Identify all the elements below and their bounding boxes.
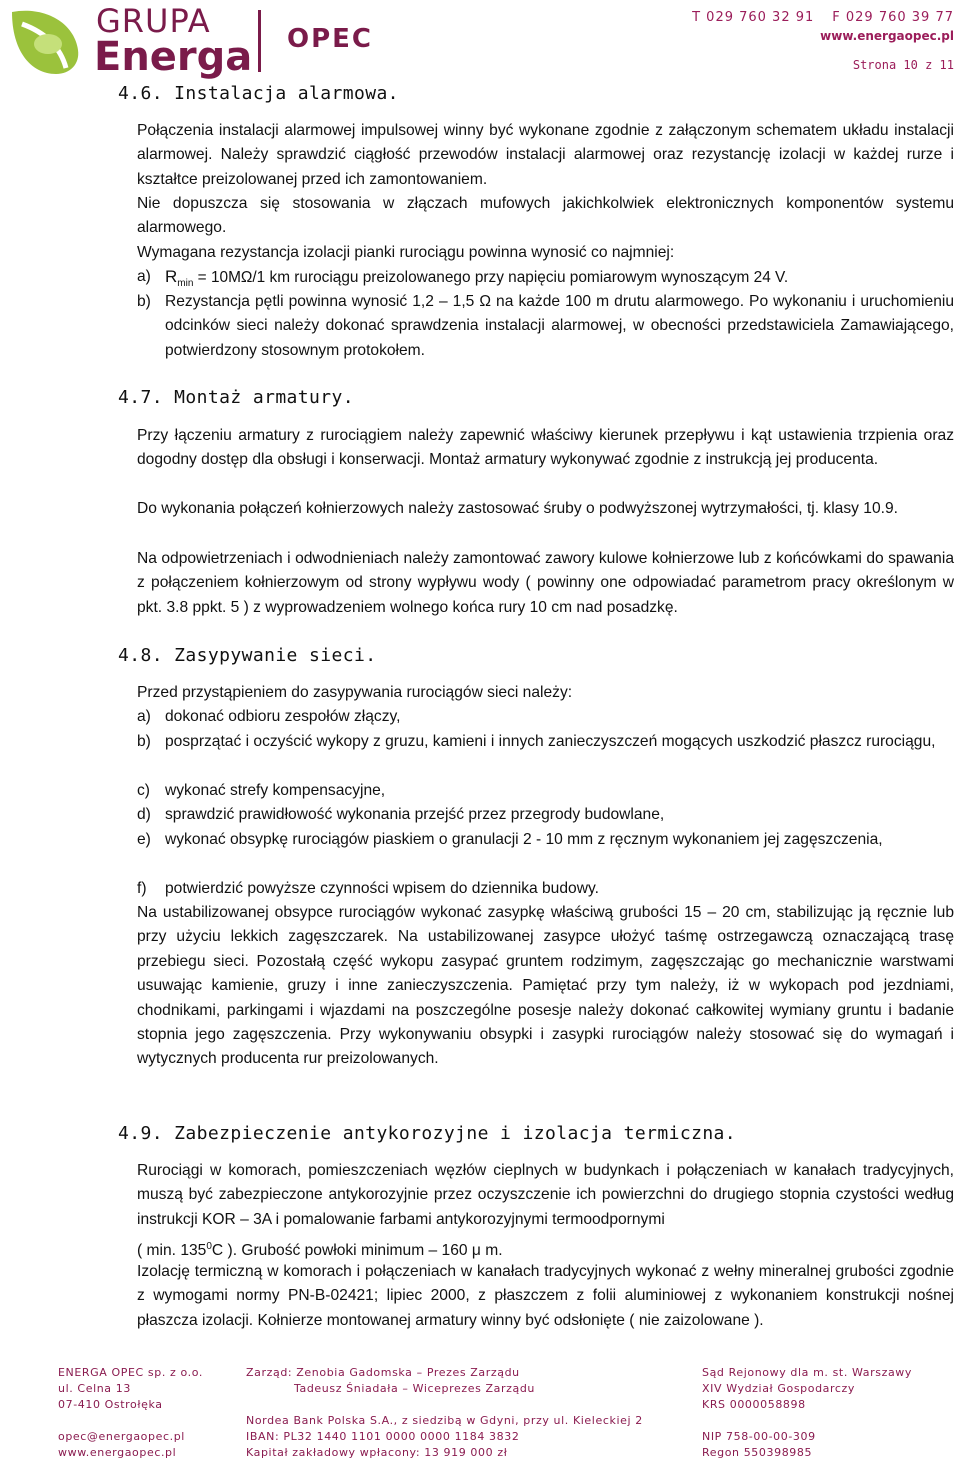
- list-label: b): [137, 733, 151, 750]
- s48-item-b: [137, 730, 954, 754]
- s46-paragraph-3: Wymagana rezystancja izolacji pianki rurociągu powinna wynosić co najmniej:: [137, 244, 675, 261]
- phone-number: T 029 760 32 91: [692, 10, 815, 25]
- footer-bank: Nordea Bank Polska S.A., z siedzibą w Gdyni, przy ul. Kieleckiej 2: [246, 1414, 643, 1427]
- section-4-6-title: 4.6. Instalacja alarmowa.: [118, 83, 399, 104]
- s48-item-f: [137, 877, 954, 901]
- footer-company: [58, 1365, 258, 1461]
- s48-intro: Przed przystąpieniem do zasypywania rurociągów sieci należy:: [137, 684, 573, 701]
- footer-website-link[interactable]: www.energaopec.pl: [58, 1446, 177, 1459]
- s48-item-a: [137, 705, 954, 729]
- r-subscript: min: [177, 278, 194, 290]
- footer-regon: Regon 550398985: [702, 1446, 813, 1459]
- footer-board-vice: Tadeusz Śniadała – Wiceprezes Zarządu: [294, 1382, 535, 1395]
- list-label: a): [137, 708, 151, 725]
- logo-opec-text: OPEC: [287, 24, 373, 54]
- footer-email-link[interactable]: opec@energaopec.pl: [58, 1430, 185, 1443]
- list-label: b): [137, 293, 151, 310]
- s47-paragraph-1: Przy łączeniu armatury z rurociągiem należy zapewnić właściwy kierunek przepływu i kąt ustawienia trzpienia oraz dogodny dostęp dla obsługi i konserwacji. Montaż armatury wykonywać zgodnie z instrukcją jej producenta.: [137, 427, 954, 469]
- footer-iban: IBAN: PL32 1440 1101 0000 0000 1184 3832: [246, 1430, 520, 1443]
- footer-capital: Kapitał zakładowy wpłacony: 13 919 000 zł: [246, 1446, 508, 1459]
- list-label: c): [137, 782, 150, 799]
- degree-superscript: 0: [206, 1241, 212, 1252]
- s49-temp-prefix: ( min. 135: [137, 1242, 207, 1260]
- footer-board: [246, 1365, 686, 1461]
- list-label: a): [137, 268, 151, 285]
- s49-temp-suffix: C ). Grubość powłoki minimum – 160 μ m.: [211, 1242, 503, 1260]
- s47-paragraph-2: Do wykonania połączeń kołnierzowych należy zastosować śruby o podwyższonej wytrzymałości, tj. klasy 10.9.: [137, 500, 898, 517]
- s49-paragraph-1a: Rurociągi w komorach, pomieszczeniach węzłów cieplnych w budynkach i połączeniach w kanałach tradycyjnych, muszą być zabezpieczone antykorozyjnie przez oczyszczenie ich powierzchni do drugiego stopnia czystości według instrukcji KOR – 3A i pomalowanie farbami antykorozyjnymi termoodpornymi: [137, 1162, 954, 1228]
- s49-paragraph-2: Izolację termiczną w komorach i połączeniach w kanałach tradycyjnych wykonać z wełny mineralnej grubości zgodnie z wymogami normy PN-B-02421; lipiec 2000, z płaszczem z folii aluminiowej z wykonaniem konstrukcji nośnej płaszcza izolacji. Kołnierze montowanej armatury winny być odsłonięte ( nie zaizolowane ).: [137, 1263, 954, 1329]
- s48-item-d: [137, 803, 954, 827]
- logo: [4, 2, 384, 80]
- list-item-text: dokonać odbioru zespołów złączy,: [165, 708, 401, 725]
- section-4-8-title: 4.8. Zasypywanie sieci.: [118, 645, 377, 666]
- s48-paragraph-2: Na ustabilizowanej obsypce rurociągów wykonać zasypkę właściwą grubości 15 – 20 cm, stabilizując ją ręcznie lub przy użyciu lekkich zagęszczarek. Na ustabilizowanej zasypce ułożyć taśmę ostrzegawczą oznaczającą trasę przebiegu sieci. Pozostałą część wykopu zasypać gruntem rodzimym, zagęszczając go mechanicznie warstwami usuwając kamienie, gruzy i inne zanieczyszczenia. Pamiętać przy tym należy, iż w wykopach pod jezdniami, chodnikami, parkingami i wjazdami na poszczególne posesje należy dokonać całkowitej wymiany gruntu i badanie stopnia jego zagęszczenia. Przy wykonywaniu obsypki i zasypki rurociągów należy stosować się do wymagań i wytycznych producenta rur preizolowanych.: [137, 904, 954, 1068]
- s46-paragraph-2: Nie dopuszcza się stosowania w złączach mufowych jakichkolwiek elektronicznych komponentów systemu alarmowego.: [137, 195, 954, 237]
- logo-grupa-text: GRUPA: [96, 2, 211, 40]
- s48-item-e: [137, 828, 954, 852]
- r-symbol: R: [165, 267, 178, 286]
- list-item-text: wykonać obsypkę rurociągów piaskiem o granulacji 2 - 10 mm z ręcznym wykonaniem jej zagęszczenia,: [165, 831, 883, 848]
- s46-item-b-text: Rezystancja pętli powinna wynosić 1,2 – 1,5 Ω na każde 100 m drutu alarmowego. Po wykonaniu i uruchomieniu odcinków sieci należy dokonać sprawdzenia instalacji alarmowej, w obecności przedstawiciela Zamawiającego, potwierdzony stosownym protokołem.: [165, 293, 954, 359]
- section-4-7-title: 4.7. Montaż armatury.: [118, 387, 354, 408]
- footer-street: ul. Celna 13: [58, 1382, 131, 1395]
- footer-nip: NIP 758-00-00-309: [702, 1430, 816, 1443]
- footer-department: XIV Wydział Gospodarczy: [702, 1382, 856, 1395]
- footer-court: Sąd Rejonowy dla m. st. Warszawy: [702, 1366, 913, 1379]
- fax-number: F 029 760 39 77: [832, 10, 954, 25]
- s48-item-c: [137, 779, 954, 803]
- s47-paragraph-3: Na odpowietrzeniach i odwodnieniach należy zamontować zawory kulowe kołnierzowe lub z końcówkami do spawania z połączeniem kołnierzowym od strony wypływu wody ( powinny one odpowiadać parametrom pracy określonym w pkt. 3.8 ppkt. 5 ) z wyprowadzeniem wolnego końca rury 10 cm nad posadzkę.: [137, 550, 954, 616]
- s46-paragraph-1: Połączenia instalacji alarmowej impulsowej winny być wykonane zgodnie z załączonym schematem układu instalacji alarmowej. Należy sprawdzić ciągłość przewodów instalacji alarmowej oraz rezystancję izolacji w każdej rurze i kształtce preizolowanej przed ich zamontowaniem.: [137, 122, 954, 188]
- list-item-text: wykonać strefy kompensacyjne,: [165, 782, 386, 799]
- list-item-text: posprzątać i oczyścić wykopy z gruzu, kamieni i innych zanieczyszczeń mogących uszkodzić płaszcz rurociągu,: [165, 733, 936, 750]
- logo-divider: [258, 10, 261, 72]
- footer-registry: [702, 1365, 952, 1461]
- list-item-text: potwierdzić powyższe czynności wpisem do dziennika budowy.: [165, 880, 599, 897]
- header-contact: [674, 10, 954, 43]
- footer-krs: KRS 0000058898: [702, 1398, 806, 1411]
- section-4-9-title: 4.9. Zabezpieczenie antykorozyjne i izolacja termiczna.: [118, 1123, 737, 1144]
- footer-company-name: ENERGA OPEC sp. z o.o.: [58, 1366, 203, 1379]
- list-item-text: sprawdzić prawidłowość wykonania przejść przez przegrody budowlane,: [165, 806, 665, 823]
- footer-board-president: Zarząd: Zenobia Gadomska – Prezes Zarządu: [246, 1366, 520, 1379]
- header-website-link[interactable]: www.energaopec.pl: [820, 29, 954, 43]
- page-number: Strona 10 z 11: [852, 58, 954, 72]
- list-label: e): [137, 831, 151, 848]
- s46-item-b: [137, 290, 954, 363]
- s46-item-a-text: = 10MΩ/1 km rurociągu preizolowanego przy napięciu pomiarowym wynoszącym 24 V.: [193, 269, 789, 286]
- leaf-icon: [4, 2, 94, 80]
- list-label: f): [137, 880, 147, 897]
- footer-city: 07-410 Ostrołęka: [58, 1398, 163, 1411]
- list-label: d): [137, 806, 151, 823]
- logo-energa-text: Energa: [94, 34, 253, 80]
